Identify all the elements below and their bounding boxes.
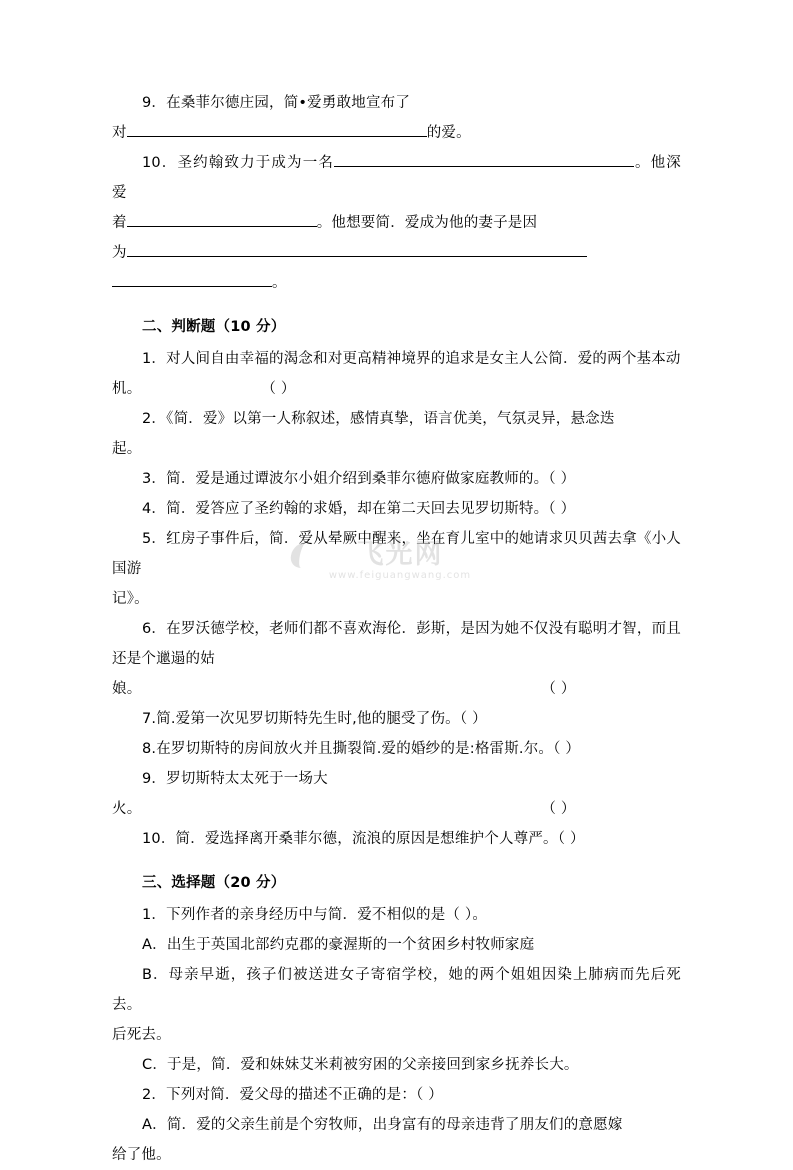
tf-item-2	[112, 404, 681, 434]
tf-item-8-text: 8.在罗切斯特的房间放火并且撕裂简.爱的婚纱的是:格雷斯.尔。（ ）	[142, 741, 581, 757]
tf-item-6-cont	[112, 674, 681, 704]
fill-item-q9-line1	[112, 88, 681, 118]
mc-item-2-text[interactable]: 2．下列对简．爱父母的描述不正确的是：（ ）	[142, 1087, 443, 1103]
fill-item-q10-line2-suffix: 。他想要简．爱成为他的妻子是因	[316, 215, 538, 231]
mc-item-1-option-b-text: B．母亲早逝，孩子们被送进女子寄宿学校，她的两个姐姐因染上肺病而先后死去。	[112, 967, 681, 1013]
tf-item-5	[112, 524, 681, 584]
mc-item-1-option-b[interactable]	[112, 960, 681, 1020]
tf-item-1	[112, 344, 681, 374]
tf-item-8	[112, 734, 681, 764]
fill-item-q10-line4	[112, 268, 681, 298]
mc-item-1-text[interactable]: 1．下列作者的亲身经历中与简．爱不相似的是（ ）。	[142, 907, 488, 923]
tf-item-6-text: 6．在罗沃德学校，老师们都不喜欢海伦．彭斯，是因为她不仅没有聪明才智，而且还是个邋遢的姑	[112, 621, 681, 667]
tf-item-5-cont-text: 记》。	[112, 591, 149, 607]
tf-item-9-text: 9．罗切斯特太太死于一场大	[142, 771, 328, 787]
mc-item-1-option-c-text: C．于是，简．爱和妹妹艾米莉被穷困的父亲接回到家乡抚养长大。	[142, 1057, 579, 1073]
tf-item-2-cont	[112, 434, 681, 464]
tf-item-2-text: 2．《简．爱》以第一人称叙述，感情真挚，语言优美，气氛灵异，悬念迭	[142, 411, 615, 427]
tf-item-1-answer-paren[interactable]: （ ）	[261, 381, 296, 397]
mc-item-1-option-c[interactable]	[112, 1050, 681, 1080]
fill-item-q10-prefix: 10．圣约翰致力于成为一名	[142, 155, 335, 171]
document-body	[112, 88, 681, 1170]
mc-item-1	[112, 900, 681, 930]
tf-item-5-text: 5．红房子事件后，简．爱从晕厥中醒来，坐在育儿室中的她请求贝贝茜去拿《小人国游	[112, 531, 681, 577]
answer-blank[interactable]	[112, 269, 272, 287]
answer-blank[interactable]	[127, 209, 317, 227]
tf-item-7-text: 7.简.爱第一次见罗切斯特先生时,他的腿受了伤。（ ）	[142, 711, 487, 727]
tf-item-10-text: 10．简．爱选择离开桑菲尔德，流浪的原因是想维护个人尊严。（ ）	[142, 831, 585, 847]
fill-item-q10-line2-prefix: 着	[112, 215, 127, 231]
tf-item-3-text: 3．简．爱是通过谭波尔小姐介绍到桑菲尔德府做家庭教师的。（ ）	[142, 471, 576, 487]
mc-item-2-option-a[interactable]	[112, 1110, 681, 1140]
mc-item-1-option-a-text: A．出生于英国北部约克郡的豪渥斯的一个贫困乡村牧师家庭	[142, 937, 535, 953]
section-title-multiple-choice: 三、选择题（20 分）	[142, 875, 286, 891]
fill-item-q10-suffix: 。他深爱	[112, 155, 681, 201]
tf-item-6-answer-paren[interactable]: （ ）	[541, 681, 576, 697]
tf-item-9-cont-text: 火。	[112, 801, 142, 817]
tf-item-1-cont-text: 机。	[112, 381, 142, 397]
tf-item-9	[112, 764, 681, 794]
fill-item-q9-suffix: 的爱。	[426, 125, 471, 141]
tf-item-4-text: 4．简．爱答应了圣约翰的求婚，却在第二天回去见罗切斯特。（ ）	[142, 501, 576, 517]
mc-item-2-option-a-cont-text: 给了他。	[112, 1147, 171, 1163]
mc-item-1-option-a[interactable]	[112, 930, 681, 960]
answer-blank[interactable]	[127, 119, 427, 137]
tf-item-9-answer-paren[interactable]: （ ）	[541, 801, 576, 817]
fill-item-q10-line4-suffix: 。	[272, 275, 287, 291]
fill-item-q10-line3	[112, 238, 681, 268]
fill-item-q10-line2	[112, 208, 681, 238]
answer-blank[interactable]	[334, 149, 634, 167]
tf-item-1-cont	[112, 374, 681, 404]
tf-item-1-text: 1．对人间自由幸福的渴念和对更高精神境界的追求是女主人公简．爱的两个基本动	[142, 351, 681, 367]
mc-item-2	[112, 1080, 681, 1110]
fill-item-q10-line1	[112, 148, 681, 208]
watermark-main-text: 飞光网	[356, 539, 444, 570]
section-title-true-false: 二、判断题（10 分）	[142, 319, 286, 335]
tf-item-3	[112, 464, 681, 494]
tf-item-6-cont-text: 娘。	[112, 681, 142, 697]
mc-item-2-option-a-text: A．简．爱的父亲生前是个穷牧师，出身富有的母亲违背了朋友们的意愿嫁	[142, 1117, 623, 1133]
tf-item-6	[112, 614, 681, 674]
fill-item-q9-prefix: 对	[112, 125, 127, 141]
tf-item-4	[112, 494, 681, 524]
tf-item-5-cont	[112, 584, 681, 614]
tf-item-2-cont-text: 起。	[112, 441, 142, 457]
tf-item-10	[112, 824, 681, 854]
watermark-sub-text: www.feiguangwang.com	[328, 570, 472, 581]
tf-item-9-cont	[112, 794, 681, 824]
fill-item-q9-line2	[112, 118, 681, 148]
tf-item-7	[112, 704, 681, 734]
mc-item-1-option-b-cont: 后死去。	[112, 1027, 171, 1043]
answer-blank[interactable]	[127, 239, 587, 257]
mc-item-2-option-a-cont	[112, 1140, 681, 1170]
fill-item-q10-line3-prefix: 为	[112, 245, 127, 261]
fill-item-q9-text: 9．在桑菲尔德庄园，简•爱勇敢地宣布了	[142, 95, 411, 111]
